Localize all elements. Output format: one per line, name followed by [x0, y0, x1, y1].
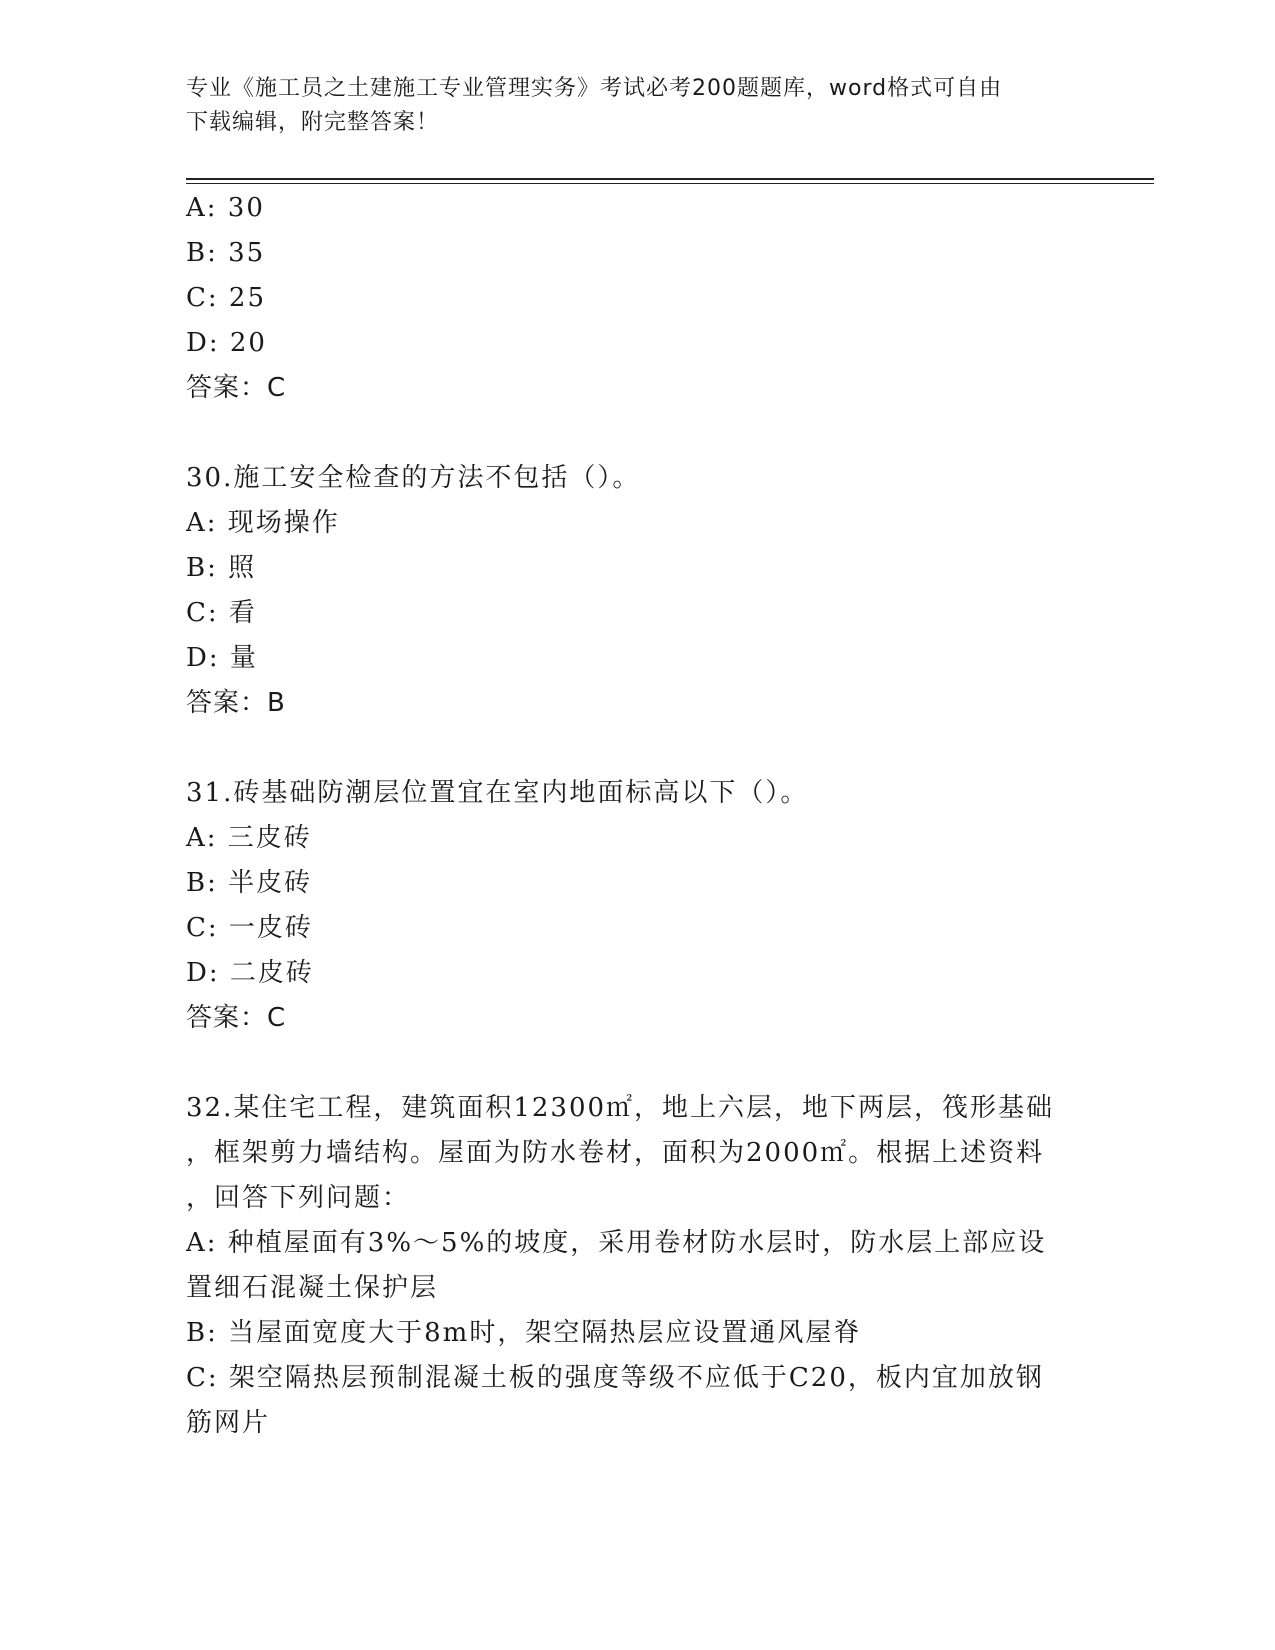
q31-option-b: B: 半皮砖 [186, 868, 313, 898]
q30-option-d: D: 量 [186, 643, 258, 673]
document-header [186, 72, 1086, 140]
q29-option-c: C: 25 [186, 283, 267, 313]
q29-option-a: A: 30 [186, 193, 265, 223]
header-divider-thin [186, 183, 1154, 184]
q32-option-c-line-2: 筋网片 [186, 1408, 271, 1438]
q30-option-c: C: 看 [186, 598, 257, 628]
q29-answer: 答案：C [186, 373, 287, 403]
q29-option-d: D: 20 [186, 328, 267, 358]
q31-answer: 答案：C [186, 1003, 287, 1033]
header-line-2: 下载编辑，附完整答案！ [186, 110, 440, 135]
q32-option-b: B: 当屋面宽度大于8m时，架空隔热层应设置通风屋脊 [186, 1318, 862, 1348]
header-line-1: 专业《施工员之土建施工专业管理实务》考试必考200题题库，word格式可自由 [186, 76, 1003, 101]
q32-question-line-1: 32.某住宅工程，建筑面积12300㎡，地上六层，地下两层，筏形基础 [186, 1093, 1055, 1123]
q31-question: 31.砖基础防潮层位置宜在室内地面标高以下（）。 [186, 778, 809, 808]
q32-question-line-3: ，回答下列问题： [186, 1183, 411, 1213]
q31-option-d: D: 二皮砖 [186, 958, 314, 988]
q32-option-a-line-2: 置细石混凝土保护层 [186, 1273, 439, 1303]
q30-option-a: A: 现场操作 [186, 508, 340, 538]
q29-option-b: B: 35 [186, 238, 266, 268]
q30-answer: 答案：B [186, 688, 286, 718]
q32-option-a-line-1: A: 种植屋面有3%～5%的坡度，采用卷材防水层时，防水层上部应设 [186, 1228, 1047, 1258]
q31-option-a: A: 三皮砖 [186, 823, 312, 853]
q32-question-line-2: ，框架剪力墙结构。屋面为防水卷材，面积为2000㎡。根据上述资料 [186, 1138, 1045, 1168]
header-divider-thick [186, 178, 1154, 180]
q30-question: 30.施工安全检查的方法不包括（）。 [186, 463, 641, 493]
q31-option-c: C: 一皮砖 [186, 913, 313, 943]
q30-option-b: B: 照 [186, 553, 257, 583]
q32-option-c-line-1: C: 架空隔热层预制混凝土板的强度等级不应低于C20，板内宜加放钢 [186, 1363, 1044, 1393]
